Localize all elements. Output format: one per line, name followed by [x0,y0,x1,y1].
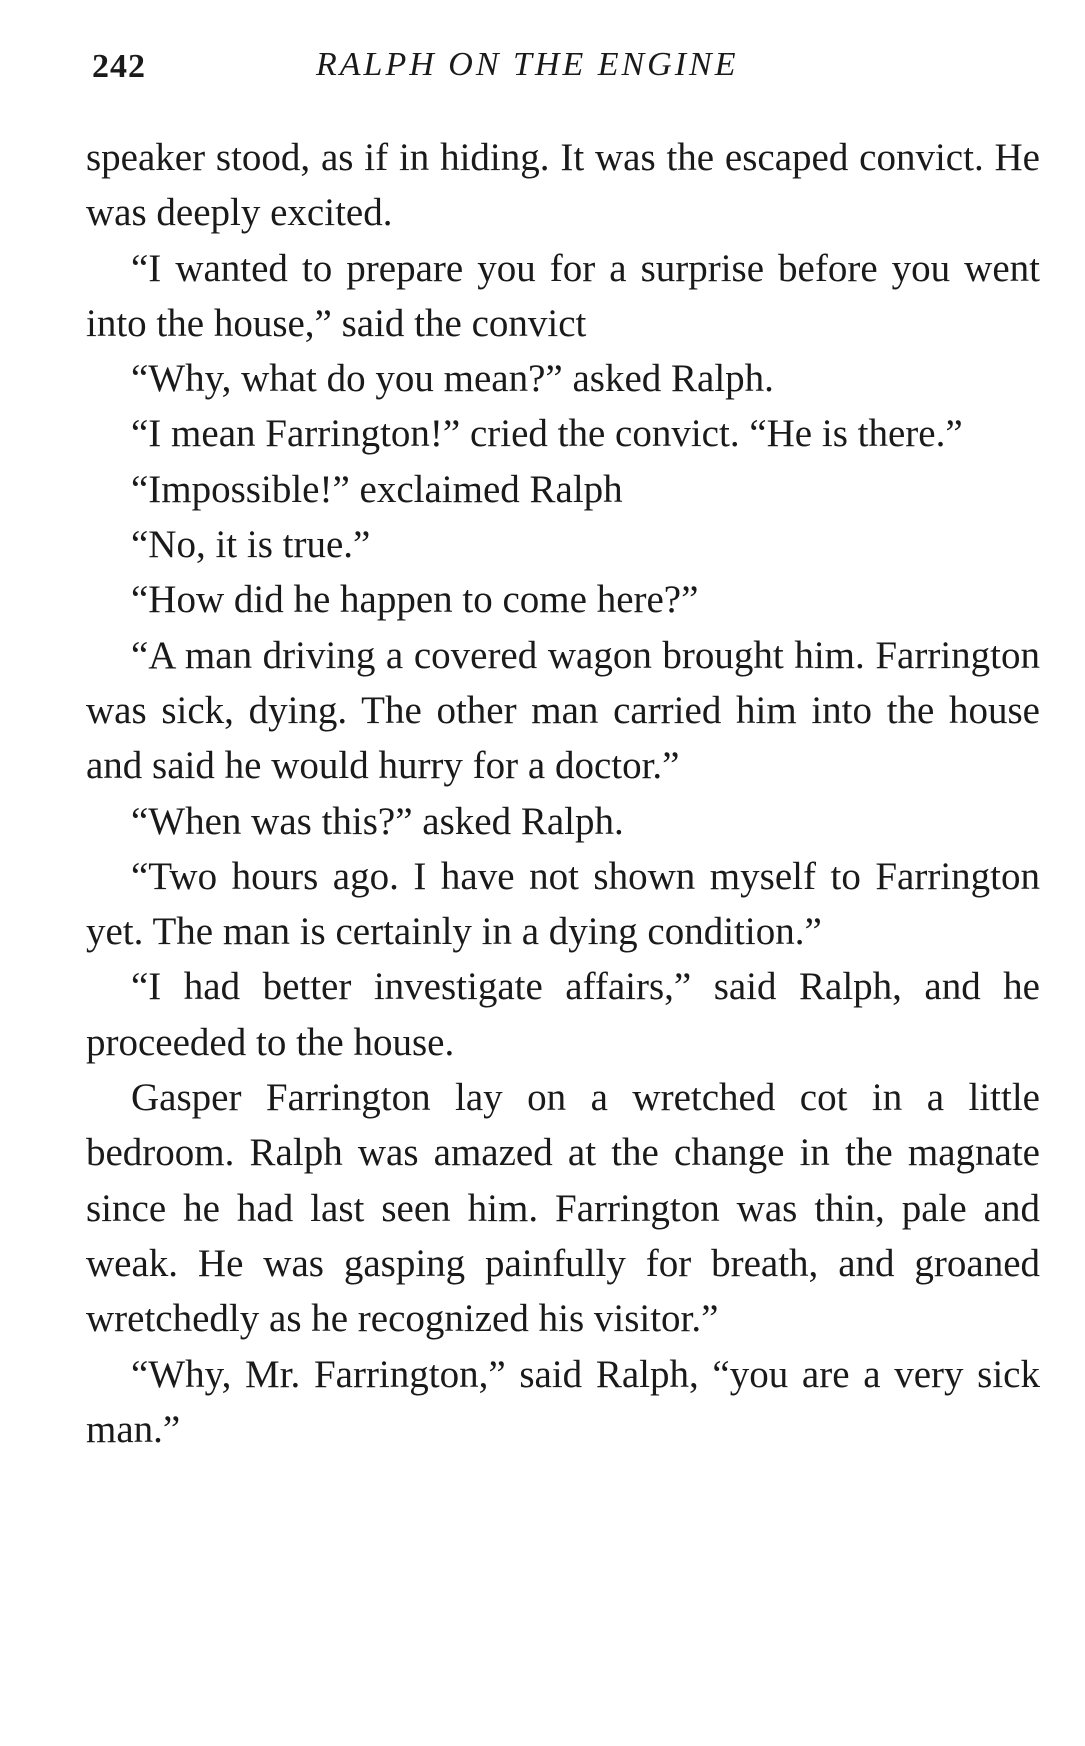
paragraph: “Why, Mr. Farrington,” said Ralph, “you are a very sick man.” [86,1352,1040,1451]
text-body [86,130,1040,1457]
paragraph: “Two hours ago. I have not shown myself to Farrington yet. The man is certainly in a dying condition.” [86,854,1040,954]
paragraph: “When was this?” asked Ralph. [131,799,624,843]
page-number: 242 [92,48,146,85]
paragraph: “How did he happen to come here?” [131,578,699,622]
running-head [86,42,1040,92]
paragraph: “I had better investigate affairs,” said Ralph, and he proceeded to the house. [86,965,1040,1064]
paragraph-continued: speaker stood, as if in hiding. It was the escaped convict. He was deeply excited. [86,136,1040,235]
paragraph: “I mean Farrington!” cried the convict. “He is there.” [131,412,963,456]
paragraph: “I wanted to prepare you for a surprise before you went into the house,” said the convict [86,246,1040,345]
paragraph: “No, it is true.” [131,523,371,567]
paragraph: “Why, what do you mean?” asked Ralph. [131,357,774,401]
running-title: RALPH ON THE ENGINE [316,46,739,83]
paragraph: “A man driving a covered wagon brought him. Farrington was sick, dying. The other man carried him into the house and said he would hurry for a doctor.” [86,633,1040,788]
paragraph: Gasper Farrington lay on a wretched cot in a little bedroom. Ralph was amazed at the change in the magnate since he had last seen him. Farrington was thin, pale and weak. He was gasping painfully for breath, and groaned wretchedly as he recognized his visitor.” [86,1076,1040,1341]
paragraph: “Impossible!” exclaimed Ralph [131,467,623,511]
